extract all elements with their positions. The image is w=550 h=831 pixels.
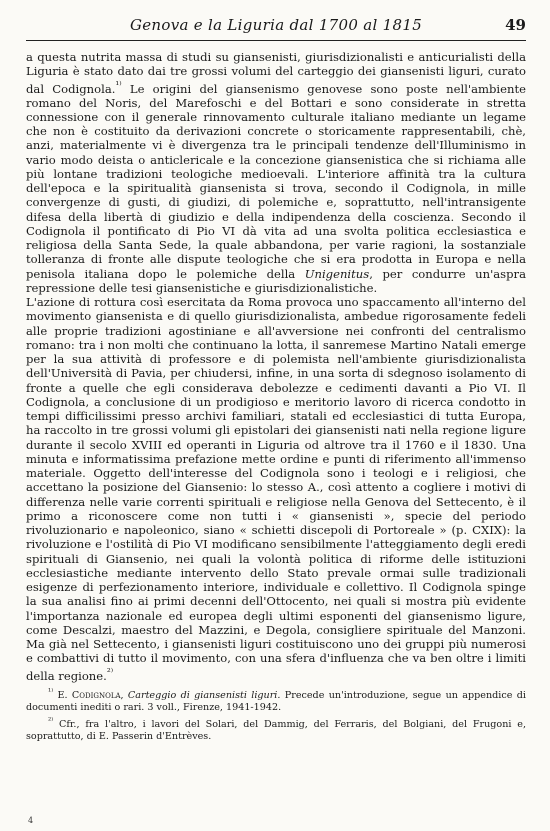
paragraph-2-text: L'azione di rottura così esercitata da Roma provoca uno spaccamento all'interno del movimento giansenista e di quello giurisdizionalista, ambedue rigorosamente fedeli alle proprie tradizioni agostiniane e all'avversione nei confronti del centralismo romano: tra i non molti che continuano la lotta, il sanremese Martino Natali emerge per la sua attività di professore e di polemista nell'ambiente giurisdizionalista dell'Università di Pavia, per chiudersi, infine, in una sorta di sdegnoso isolamento di fronte a quelle che egli considerava debolezze e cedimenti davanti a Pio VI. Il Codignola, a conclusione di un prodigioso e meritorio lavoro di ricerca condotto in tempi difficilissimi presso archivi familiari, statali ed ecclesiastici di tutta Europa, ha raccolto in tre grossi volumi gli epistolari dei giansenisti nati nella regione ligure durante il secolo XVIII ed operanti in Liguria od altrove tra il 1760 e il 1830. Una minuta e informatissima prefazione mette ordine e punti di riferimento all'immenso materiale. Oggetto dell'interesse del Codignola sono i teologi e i religiosi, che accettano la posizione del Giansenio: lo stesso A., così attento a cogliere i motivi di differenza nelle varie correnti spirituali e religiose nella Genova del Settecento, è il primo a riconoscere come non tutti i « giansenisti », specie del periodo rivoluzionario e napoleonico, siano « schietti discepoli di Portoreale » (p. CXIX): la rivoluzione e l'ostilità di Pio VI modificano sensibilmente l'atteggiamento degli eredi spirituali di Giansenio, nei quali la volontà politica di riforme delle istituzioni ecclesiastiche mediante intervento dello Stato prevale ormai sulle tradizionali esigenze di perfezionamento interiore, individuale e collettivo. Il Codignola spinge la sua analisi fino ai primi decenni dell'Ottocento, nei quali si mostra più evidente l'importanza nazionale ed europea degli ultimi esponenti del giansenismo ligure, come Descalzi, maestro del Mazzini, e Degola, consigliere spirituale del Manzoni. Ma già nel Settecento, i giansenisti liguri costituiscono uno dei gruppi più numerosi e combattivi di tutto il movimento, con una sfera d'influenza che va ben oltre i limiti della regione. bbox=[26, 295, 526, 683]
paragraph-1 bbox=[26, 50, 526, 295]
footnote-ref-2: ²⁾ bbox=[106, 666, 114, 678]
paragraph-2 bbox=[26, 295, 526, 683]
paragraph-1-part-a: a questa nutrita massa di studi su giansenisti, giurisdizionalisti e anticurialisti della Liguria è stato dato dai tre grossi volumi del carteggio dei giansenisti liguri, curato dal Codignola. bbox=[26, 50, 526, 96]
page-number: 49 bbox=[505, 16, 526, 34]
footnote-1-title: Carteggio di giansenisti liguri. bbox=[127, 690, 281, 702]
footnote-ref-1: ¹⁾ bbox=[115, 79, 122, 91]
paragraph-1-part-c: , per condurre un'aspra repressione delle tesi giansenistiche e giurisdizionalistiche. bbox=[26, 266, 526, 295]
footnote-1 bbox=[26, 686, 526, 715]
footnote-1-mark: ¹⁾ bbox=[48, 687, 54, 696]
footnote-1-rest: Precede un'introduzione, segue un appendice di documenti inediti o rari. 3 voll., Firenze, 1941-1942. bbox=[26, 690, 526, 714]
signature-mark: 4 bbox=[28, 816, 34, 825]
footnote-2-text: Cfr., fra l'altro, i lavori del Solari, del Dammig, del Ferraris, del Bolgiani, del Frugoni e, soprattutto, di E. Passerin d'Entrèves. bbox=[26, 718, 526, 742]
footnote-2 bbox=[26, 715, 526, 744]
body-text bbox=[26, 50, 526, 683]
paragraph-1-part-b: Le origini del giansenismo genovese sono poste nell'ambiente romano del Noris, del Marefoschi e del Bottari e sono considerate in stretta connessione con il generale rinnovamento culturale italiano mediante un legame che non è costituito da derivazioni concrete o storicamente rappresentabili, chè, anzi, materialmente vi è divergenza tra le principali tendenze dell'Illuminismo in vario modo deista o anticlericale e la concezione giansenistica che si richiama alle più lontane tradizioni teologiche medioevali. L'interiore affinità tra la cultura dell'epoca e la spiritualità giansenista si trova, secondo il Codignola, in mille convergenze di gusti, di giudizi, di polemiche e, soprattutto, nell'intransigente difesa della libertà di giudizio e della indipendenza della coscienza. Secondo il Codignola il pontificato di Pio VI dà vita ad una svolta politica ecclesiastica e religiosa della Santa Sede, la quale abbandona, per varie ragioni, la sostanziale tolleranza di fronte alle dispute teologiche che si era prodotta in Europa e nella penisola italiana dopo le polemiche della bbox=[26, 81, 526, 281]
unigenitus-italic: Unigenitus bbox=[304, 266, 370, 281]
page-header bbox=[26, 12, 526, 41]
footnote-2-mark: ²⁾ bbox=[48, 715, 54, 725]
footnote-1-author: E. Codignola, bbox=[57, 690, 124, 702]
running-title: Genova e la Liguria dal 1700 al 1815 bbox=[129, 16, 423, 34]
footnotes bbox=[26, 686, 526, 743]
